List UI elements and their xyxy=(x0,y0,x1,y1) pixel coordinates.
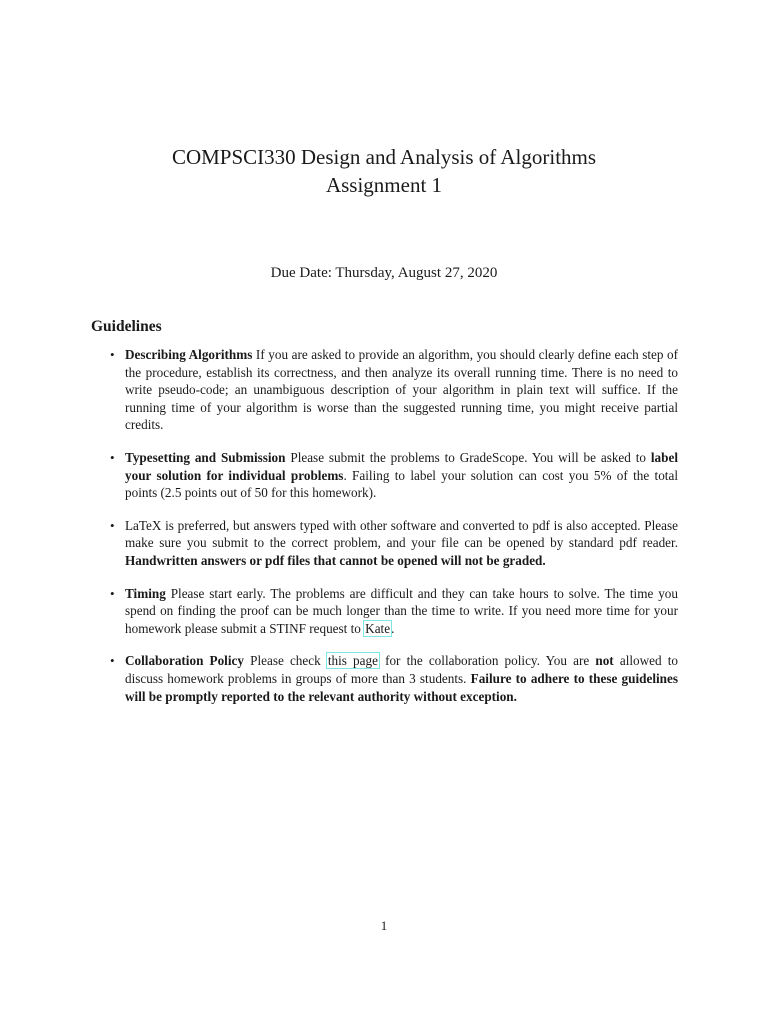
bullet-icon: • xyxy=(110,517,115,533)
item-text: allowed to discuss homework problems in groups of more than 3 students. xyxy=(125,653,678,686)
item-text: Please start early. The problems are difficult and they can take hours to solve. The time you spend on finding the proof can be much longer than the time to write. If you need more time for your homework please submit a STINF request to xyxy=(125,585,678,636)
list-item xyxy=(108,585,678,638)
course-title: COMPSCI330 Design and Analysis of Algorithms xyxy=(171,145,597,169)
item-lead: Collaboration Policy xyxy=(125,653,244,669)
this-page-link[interactable]: this page xyxy=(327,653,378,669)
item-text: Please check xyxy=(243,653,327,669)
bullet-icon: • xyxy=(110,653,115,669)
bullet-icon: • xyxy=(110,449,115,465)
title-block xyxy=(0,143,768,199)
bullet-icon: • xyxy=(110,347,115,362)
list-item xyxy=(108,652,678,705)
list-item xyxy=(108,346,678,434)
list-item xyxy=(108,517,678,570)
guidelines-heading: Guidelines xyxy=(91,318,162,335)
assignment-title: Assignment 1 xyxy=(325,173,443,197)
item-text: is preferred, but answers typed with other software and converted to pdf is also accepted. Please make sure you submit to the correct problem, and your file can be opened by standard pdf reader. xyxy=(125,517,678,551)
item-text: for the collaboration policy. You are xyxy=(378,653,596,669)
item-lead: Describing Algorithms xyxy=(125,347,253,362)
due-date: Due Date: Thursday, August 27, 2020 xyxy=(270,265,498,281)
kate-link[interactable]: Kate xyxy=(365,620,391,636)
item-text: Please submit the problems to GradeScope. You will be asked to xyxy=(285,449,651,465)
item-text: . Failing to label your solution can cost you 5% of the total points (2.5 points out of 50 for this homework). xyxy=(125,467,678,501)
item-text: If you are asked to provide an algorithm, you should clearly define each step of the procedure, establish its correctness, and then analyze its overall running time. There is no need to write pseudo-code; an unambiguous description of your algorithm in plain text will suffice. If the running time of your algorithm is worse than the suggested running time, you might receive partial credits. xyxy=(125,347,679,433)
bullet-icon: • xyxy=(110,585,115,601)
latex-logo: LaTeX xyxy=(125,517,162,533)
item-lead: Typesetting and Submission xyxy=(125,449,286,465)
page-number: 1 xyxy=(380,918,388,933)
guidelines-list xyxy=(108,346,678,720)
item-text: . xyxy=(391,620,395,636)
item-emphasis: Handwritten answers or pdf files that cannot be opened will not be graded. xyxy=(125,552,546,568)
item-emphasis: not xyxy=(595,653,614,669)
item-emphasis: label your solution for individual problems xyxy=(125,449,678,483)
list-item xyxy=(108,449,678,502)
item-lead: Timing xyxy=(125,585,166,601)
item-emphasis: Failure to adhere to these guidelines will be promptly reported to the relevant authority without exception. xyxy=(125,670,678,704)
